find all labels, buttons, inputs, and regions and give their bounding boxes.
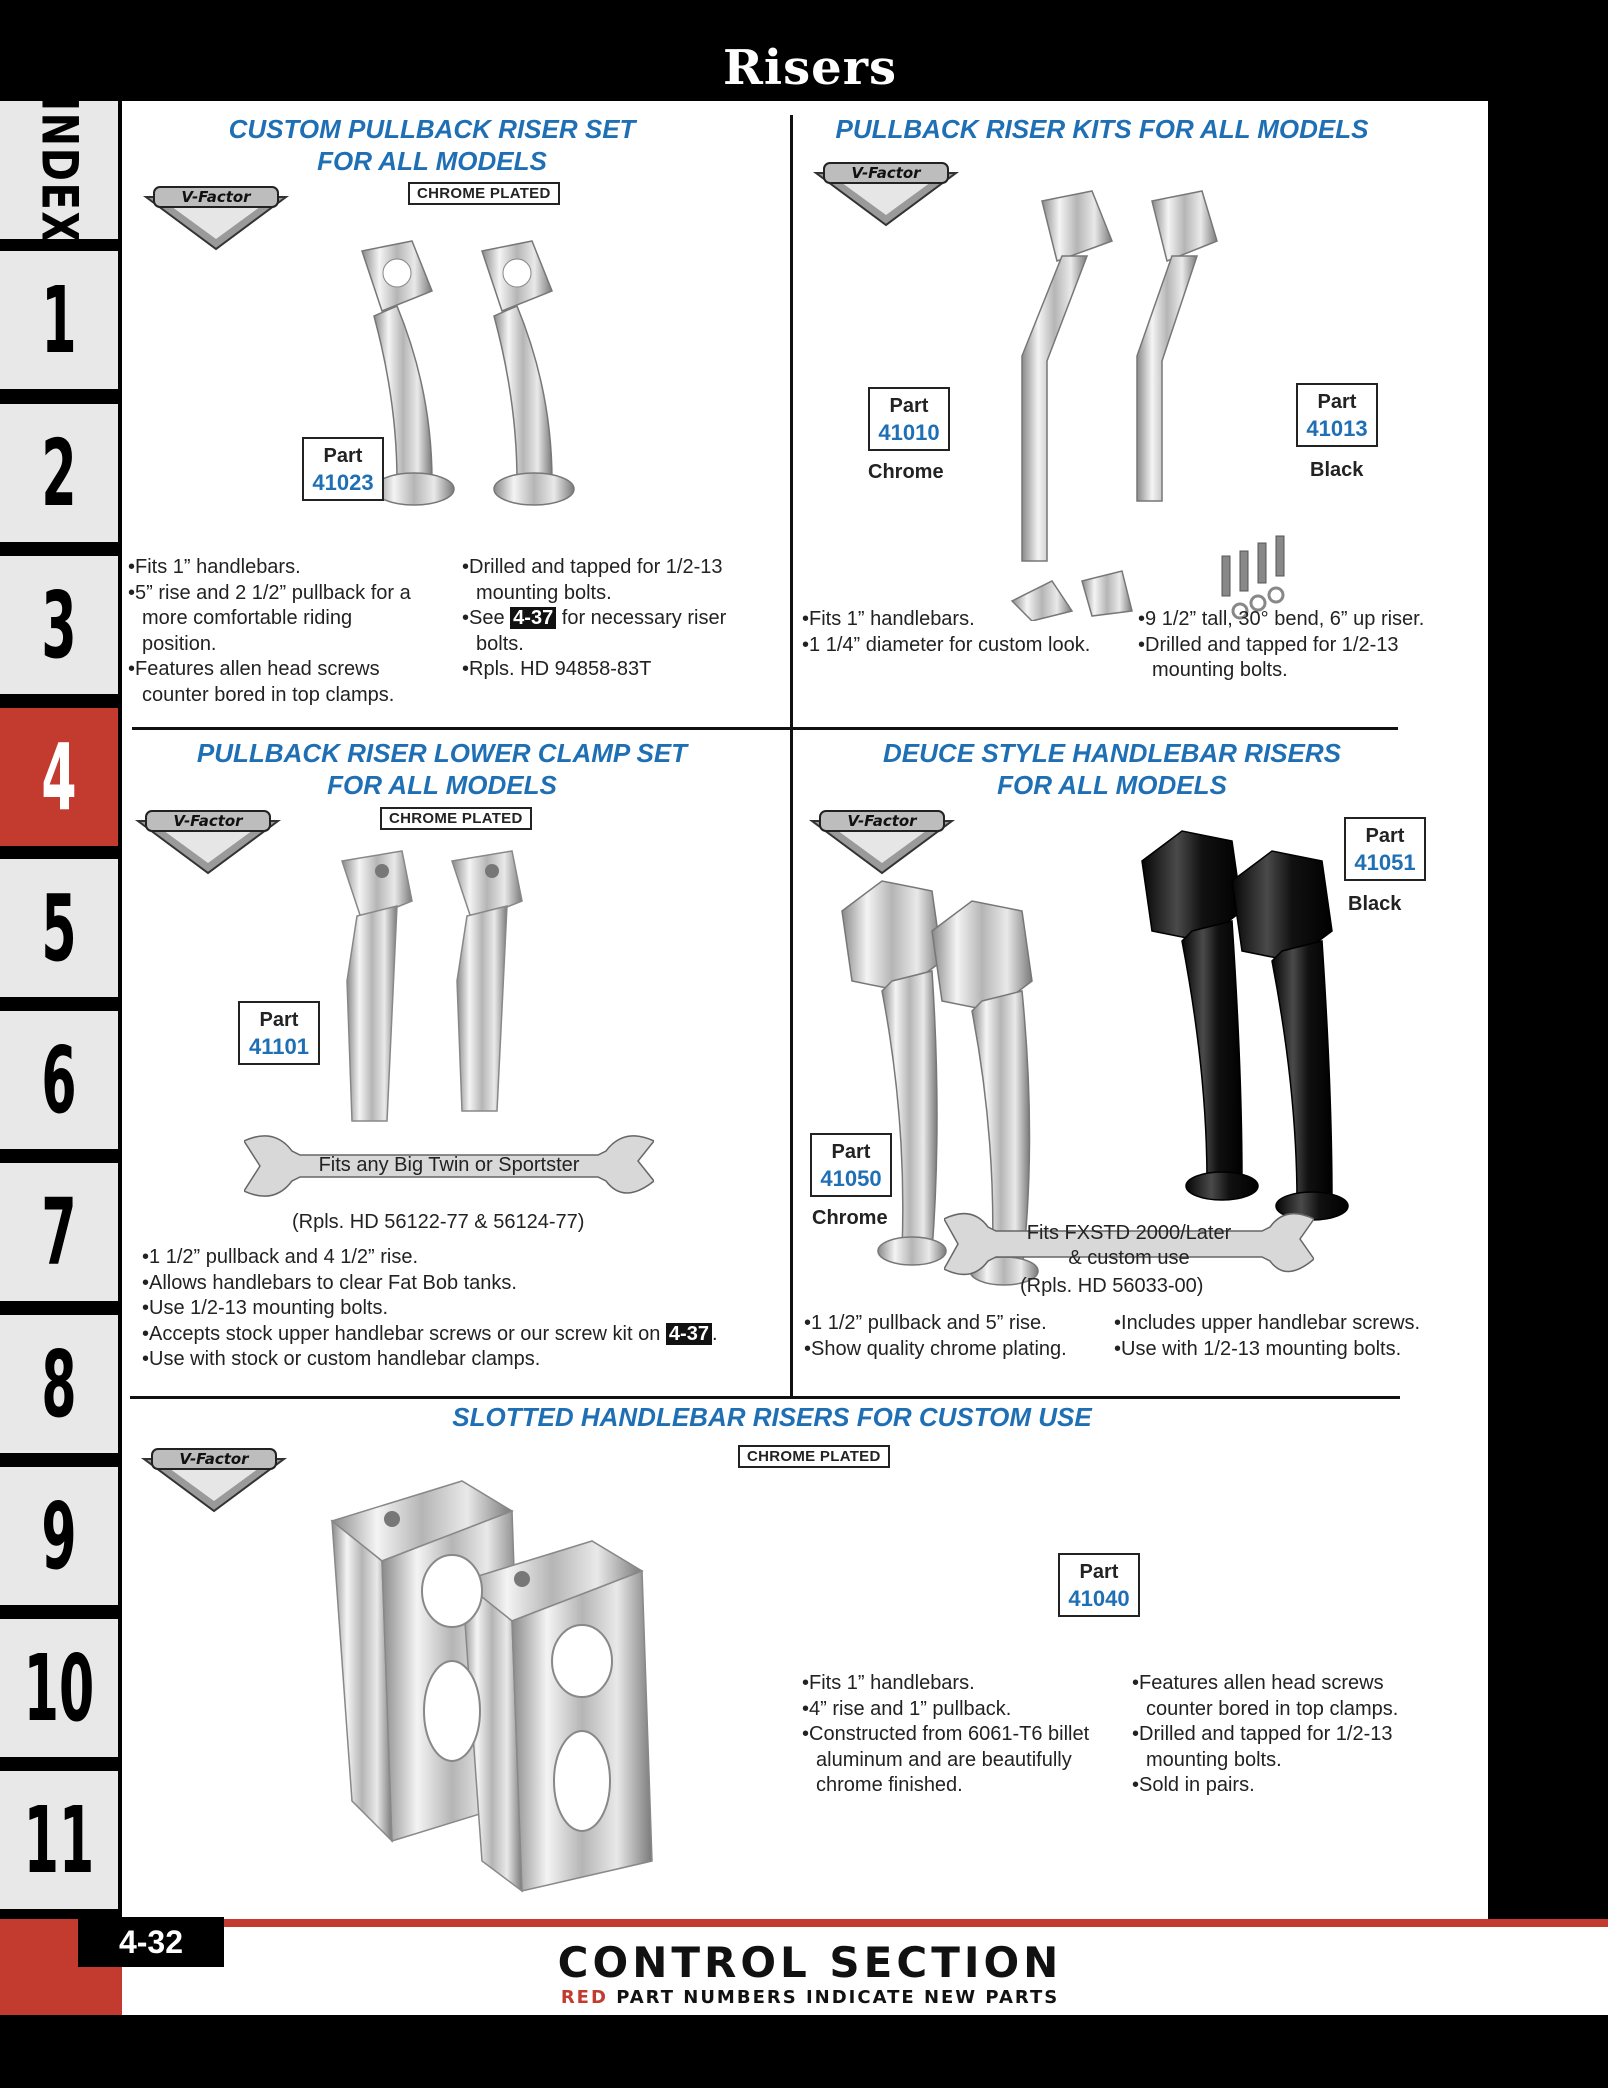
- tab-7[interactable]: [0, 1163, 118, 1301]
- s4-replaces: (Rpls. HD 56033-00): [1020, 1275, 1204, 1297]
- s3-title: [172, 737, 712, 801]
- v-factor-logo: [142, 183, 292, 253]
- s3-part-box: [238, 1001, 320, 1065]
- list-item: • Includes upper handlebar screws.: [1114, 1311, 1434, 1337]
- part-number: 41101: [249, 1034, 309, 1059]
- row-divider-1: [132, 727, 1398, 730]
- chrome-plated-badge: CHROME PLATED: [738, 1445, 890, 1468]
- s4-finish-black: Black: [1348, 893, 1402, 915]
- wrench-text-line2: & custom use: [1068, 1247, 1190, 1269]
- note-red-word: RED: [560, 1987, 608, 2008]
- logo-text: V-Factor: [847, 812, 917, 830]
- s2-part-box-black: [1296, 383, 1378, 447]
- text: .: [711, 1322, 718, 1345]
- s2-part-box-chrome: [868, 387, 950, 451]
- tab-4[interactable]: [0, 708, 118, 846]
- s5-product-photo: [312, 1461, 732, 1901]
- logo-text: V-Factor: [851, 164, 921, 182]
- part-label: Part: [259, 1009, 299, 1031]
- list-item: • Use with stock or custom handlebar clamps.: [142, 1347, 802, 1373]
- list-item: • 9 1/2” tall, 30° bend, 6” up riser.: [1138, 607, 1438, 633]
- tab-2[interactable]: [0, 404, 118, 542]
- part-number: 41050: [820, 1166, 882, 1191]
- list-item: • Constructed from 6061-T6 billet aluminum and are beautifully chrome finished.: [802, 1722, 1102, 1799]
- part-number: 41051: [1354, 850, 1416, 875]
- list-item: • Features allen head screws counter bored in top clamps.: [1132, 1671, 1452, 1722]
- chrome-plated-badge: CHROME PLATED: [408, 182, 560, 205]
- list-item: • 1 1/2” pullback and 4 1/2” rise.: [142, 1245, 802, 1271]
- footer-note: [430, 1987, 1190, 2008]
- tab-label: INDEX: [30, 96, 89, 244]
- tab-9[interactable]: [0, 1467, 118, 1605]
- footer-section-name: CONTROL SECTION: [557, 1938, 1063, 1987]
- tab-8[interactable]: [0, 1315, 118, 1453]
- list-item: • Fits 1” handlebars.: [802, 607, 1092, 633]
- s5-features-left: [802, 1671, 1102, 1799]
- s4-part-box-chrome: [810, 1133, 892, 1197]
- part-label: Part: [1079, 1561, 1119, 1583]
- part-label: Part: [1317, 391, 1357, 413]
- s1-features-left: [128, 555, 418, 708]
- list-item: • 4” rise and 1” pullback.: [802, 1697, 1102, 1723]
- s2-features-left: [802, 607, 1092, 658]
- v-factor-logo: [134, 807, 284, 877]
- list-item: [462, 606, 762, 657]
- row-divider-2: [130, 1396, 1400, 1399]
- list-item: • Show quality chrome plating.: [804, 1337, 1104, 1363]
- list-item: • Drilled and tapped for 1/2-13 mounting bolts.: [1132, 1722, 1452, 1773]
- page-reference[interactable]: 4-37: [666, 1323, 712, 1345]
- s3-product-photo: [302, 841, 602, 1131]
- s2-product-photo: [922, 181, 1342, 621]
- list-item: • Fits 1” handlebars.: [128, 555, 418, 581]
- list-item: • Use with 1/2-13 mounting bolts.: [1114, 1337, 1434, 1363]
- tab-5[interactable]: [0, 859, 118, 997]
- part-label: Part: [323, 445, 363, 467]
- column-divider-top: [790, 115, 793, 729]
- s4-title: [862, 737, 1362, 801]
- s3-title-line1: PULLBACK RISER LOWER CLAMP SET: [196, 738, 688, 768]
- tab-10[interactable]: [0, 1619, 118, 1757]
- tab-1[interactable]: [0, 251, 118, 389]
- part-label: Part: [1365, 825, 1405, 847]
- footer-rule: [0, 1919, 1608, 1927]
- part-label: Part: [889, 395, 929, 417]
- tab-label: 3: [41, 571, 77, 679]
- s1-part-box: [302, 437, 384, 501]
- s4-title-line1: DEUCE STYLE HANDLEBAR RISERS: [883, 738, 1341, 768]
- s1-title-line1: CUSTOM PULLBACK RISER SET: [228, 114, 636, 144]
- list-item: • Fits 1” handlebars.: [802, 1671, 1102, 1697]
- list-item: • Features allen head screws counter bored in top clamps.: [128, 657, 418, 708]
- s1-title-line2: FOR ALL MODELS: [317, 146, 547, 176]
- chrome-plated-badge: CHROME PLATED: [380, 807, 532, 830]
- s3-title-line2: FOR ALL MODELS: [327, 770, 557, 800]
- s3-fitment-wrench: [244, 1131, 654, 1201]
- s2-finish-black: Black: [1310, 459, 1364, 481]
- tab-6[interactable]: [0, 1011, 118, 1149]
- s5-features-right: [1132, 1671, 1452, 1799]
- part-number: 41040: [1068, 1586, 1130, 1611]
- content-area: [122, 101, 1488, 1919]
- wrench-text-line1: Fits FXSTD 2000/Later: [1026, 1222, 1232, 1244]
- tab-label: 9: [41, 1482, 77, 1590]
- list-item: • Allows handlebars to clear Fat Bob tanks.: [142, 1271, 802, 1297]
- s3-features: [142, 1245, 802, 1373]
- part-number: 41013: [1306, 416, 1368, 441]
- s3-replaces: (Rpls. HD 56122-77 & 56124-77): [292, 1211, 585, 1233]
- tab-label: 1: [41, 266, 77, 374]
- list-item: • Drilled and tapped for 1/2-13 mounting bolts.: [1138, 633, 1438, 684]
- logo-text: V-Factor: [181, 188, 251, 206]
- list-item: • 1 1/2” pullback and 5” rise.: [804, 1311, 1104, 1337]
- v-factor-logo: [140, 1445, 290, 1515]
- text: See: [469, 607, 511, 629]
- s4-features-left: [804, 1311, 1104, 1362]
- part-number: 41010: [878, 420, 940, 445]
- s2-finish-chrome: Chrome: [868, 461, 944, 483]
- tab-label: 2: [41, 419, 77, 527]
- s2-title: PULLBACK RISER KITS FOR ALL MODELS: [835, 114, 1369, 144]
- page-number: 4-32: [78, 1917, 224, 1967]
- part-number: 41023: [312, 470, 374, 495]
- list-item: • 5” rise and 2 1/2” pullback for a more comfortable riding position.: [128, 581, 418, 658]
- part-label: Part: [831, 1141, 871, 1163]
- tab-label: 8: [41, 1330, 77, 1438]
- tab-label: 5: [41, 874, 77, 982]
- tab-label: 6: [41, 1026, 77, 1134]
- list-item: [142, 1322, 802, 1348]
- logo-text: V-Factor: [179, 1450, 249, 1468]
- s5-part-box: [1058, 1553, 1140, 1617]
- page-reference[interactable]: 4-37: [510, 607, 556, 629]
- list-item: • Use 1/2-13 mounting bolts.: [142, 1296, 802, 1322]
- s4-title-line2: FOR ALL MODELS: [997, 770, 1227, 800]
- note-rest: PART NUMBERS INDICATE NEW PARTS: [607, 1987, 1060, 2008]
- list-item: • Rpls. HD 94858-83T: [462, 657, 762, 683]
- tab-label: 4: [41, 723, 77, 831]
- page-title: Risers: [723, 40, 897, 96]
- s4-part-box-black: [1344, 817, 1426, 881]
- tab-index[interactable]: [0, 96, 118, 244]
- tab-label: 7: [41, 1178, 77, 1286]
- logo-text: V-Factor: [173, 812, 243, 830]
- tab-11[interactable]: [0, 1771, 118, 1909]
- list-item: • 1 1/4” diameter for custom look.: [802, 633, 1092, 659]
- list-item: • Sold in pairs.: [1132, 1773, 1452, 1799]
- list-item: • Drilled and tapped for 1/2-13 mounting bolts.: [462, 555, 762, 606]
- tab-3[interactable]: [0, 556, 118, 694]
- tab-label: 11: [23, 1786, 95, 1894]
- s1-title: [182, 113, 682, 177]
- s4-fitment-wrench: [944, 1209, 1314, 1279]
- text: Accepts stock upper handlebar screws or our screw kit on: [149, 1322, 666, 1345]
- s2-features-right: [1138, 607, 1438, 684]
- s5-title: SLOTTED HANDLEBAR RISERS FOR CUSTOM USE: [452, 1402, 1092, 1432]
- s4-features-right: [1114, 1311, 1434, 1362]
- s1-features-right: [462, 555, 762, 683]
- tab-label: 10: [23, 1634, 95, 1742]
- text: for necessary riser bolts.: [476, 607, 727, 655]
- wrench-text: Fits any Big Twin or Sportster: [318, 1154, 580, 1176]
- s4-finish-chrome: Chrome: [812, 1207, 888, 1229]
